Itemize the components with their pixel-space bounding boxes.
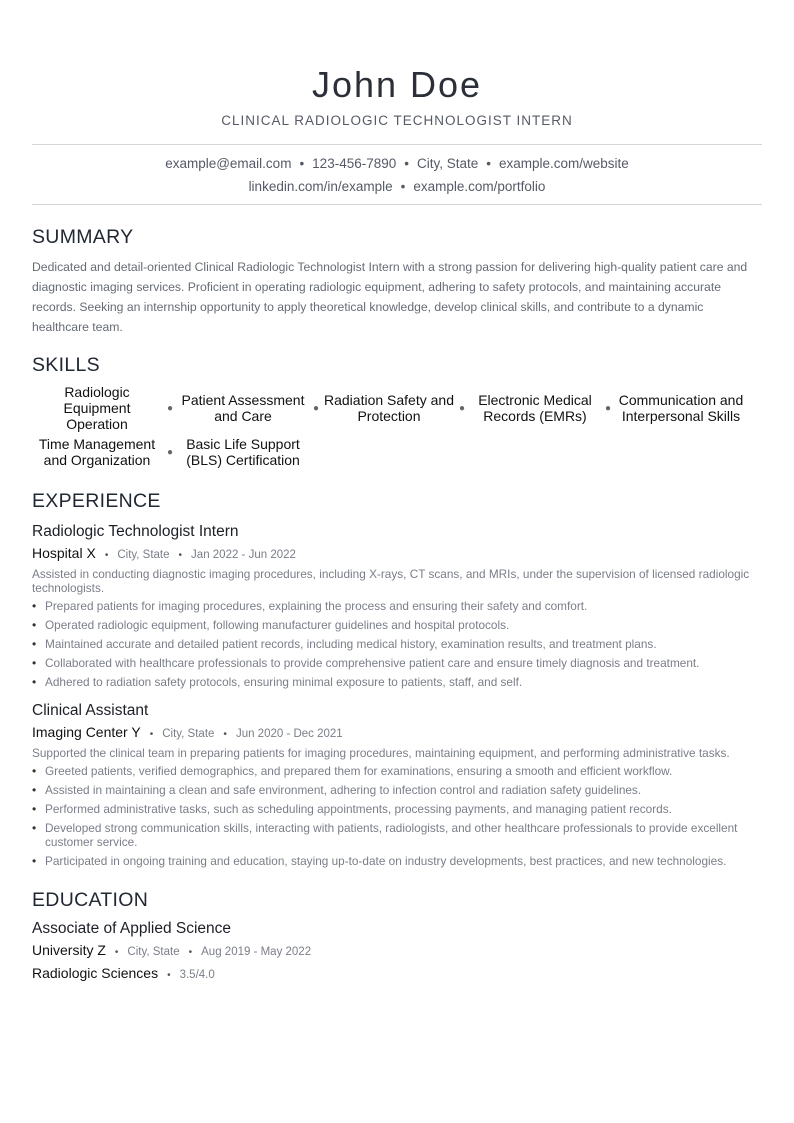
education-dates: Aug 2019 - May 2022 [201,946,312,958]
experience-heading: EXPERIENCE [32,490,161,512]
job-company: Imaging Center Y [32,724,141,740]
bullet-text: Developed strong communication skills, interacting with patients, radiologists, and other healthcare professionals to provide excellent customer service. [45,821,738,849]
meta-separator: • [223,729,227,740]
summary-section [32,226,762,337]
contact-location: City, State [416,156,479,171]
job-location: City, State [162,728,215,740]
job-dates: Jun 2020 - Dec 2021 [235,728,343,740]
contact-separator: • [404,156,409,171]
skill-item: Time Management and Organization [38,436,156,468]
bullet-text: Collaborated with healthcare professionals to provide comprehensive patient care and ensure timely diagnosis and treatment. [45,656,700,670]
summary-heading: SUMMARY [32,226,134,248]
contact-portfolio[interactable]: example.com/portfolio [413,179,546,194]
skill-separator-dot: ● [458,402,466,414]
job-meta [32,723,762,744]
contact-info [32,145,762,204]
job-title: Radiologic Technologist Intern [32,523,239,540]
list-item [32,618,762,632]
list-item [32,783,762,797]
bullet-icon: • [32,599,37,613]
candidate-title: CLINICAL RADIOLOGIC TECHNOLOGIST INTERN [221,113,573,128]
skills-grid [32,383,762,471]
skill-item: Radiologic Equipment Operation [63,384,131,432]
summary-text: Dedicated and detail-oriented Clinical Radiologic Technologist Intern with a strong passion for delivering high-quality patient care and diagnostic imaging services. Proficient in operating radiologic equipment, adhering to safety protocols, and maintaining accurate records. Seeking an internship opportunity to apply theoretical knowledge, develop clinical skills, and contribute to a dynamic healthcare team. [32,260,748,334]
job-company: Hospital X [32,545,96,561]
skill-separator-dot: ● [312,402,320,414]
contact-separator: • [400,179,406,194]
bullet-icon: • [32,656,37,670]
job-description: Assisted in conducting diagnostic imaging procedures, including X-rays, CT scans, and MRIs, under the supervision of licensed radiologic technologists. [32,567,750,595]
contact-linkedin[interactable]: linkedin.com/in/example [248,179,393,194]
major: Radiologic Sciences [32,965,159,981]
gpa: 3.5/4.0 [179,969,215,981]
bullet-text: Maintained accurate and detailed patient records, including medical history, examination results, and treatment plans. [45,637,657,651]
bullet-icon: • [32,764,37,778]
contact-separator: • [299,156,305,171]
education-section [32,889,762,985]
bullet-icon: • [32,802,37,816]
bullet-text: Prepared patients for imaging procedures, explaining the process and ensuring their safety and comfort. [45,599,588,613]
list-item [32,675,762,689]
education-meta [32,941,762,962]
bullet-text: Performed administrative tasks, such as scheduling appointments, processing payments, and managing patient records. [45,802,672,816]
education-heading: EDUCATION [32,889,149,911]
meta-separator: • [167,970,171,981]
meta-separator: • [104,550,109,561]
contact-phone[interactable]: 123-456-7890 [312,156,397,171]
skill-item: Patient Assessment and Care [181,392,305,424]
list-item [32,802,762,816]
list-item [32,821,762,849]
bullet-icon: • [32,854,37,868]
bullet-text: Assisted in maintaining a clean and safe environment, adhering to infection control and radiation safety guidelines. [45,783,642,797]
meta-separator: • [114,947,119,958]
skill-separator-dot: ● [166,446,174,458]
contact-divider [32,204,762,205]
contact-website[interactable]: example.com/website [499,156,629,171]
resume-page [32,0,762,981]
job-location: City, State [117,549,170,561]
bullet-text: Greeted patients, verified demographics, and prepared them for examinations, ensuring a smooth and efficient workflow. [45,764,673,778]
job-title: Clinical Assistant [32,702,149,719]
bullet-icon: • [32,783,37,797]
school-name: University Z [32,942,106,958]
job-bullets [32,599,762,689]
skill-item: Basic Life Support (BLS) Certification [186,436,300,468]
degree-title: Associate of Applied Science [32,920,232,937]
skills-heading: SKILLS [32,354,100,376]
list-item [32,656,762,670]
meta-separator: • [188,947,193,958]
list-item [32,637,762,651]
job-entry [32,522,762,689]
job-bullets [32,764,762,868]
list-item [32,764,762,778]
education-major-line [32,964,762,985]
school-location: City, State [127,946,180,958]
job-dates: Jan 2022 - Jun 2022 [191,549,296,561]
skill-item: Electronic Medical Records (EMRs) [478,392,592,424]
experience-section [32,490,762,873]
list-item [32,599,762,613]
skill-separator-dot: ● [166,402,174,414]
contact-email[interactable]: example@email.com [165,156,292,171]
bullet-icon: • [32,675,37,689]
skill-item: Radiation Safety and Protection [324,392,454,424]
meta-separator: • [149,729,154,740]
skill-separator-dot: ● [604,402,612,414]
contact-separator: • [486,156,491,171]
bullet-icon: • [32,821,37,835]
bullet-icon: • [32,637,37,651]
job-entry [32,701,762,868]
bullet-icon: • [32,618,37,632]
skill-item: Communication and Interpersonal Skills [618,392,744,424]
education-entry [32,919,762,985]
bullet-text: Participated in ongoing training and education, staying up-to-date on industry developments, best practices, and new technologies. [45,854,727,868]
job-description: Supported the clinical team in preparing patients for imaging procedures, maintaining equipment, and performing administrative tasks. [32,746,730,760]
job-meta [32,544,762,565]
skills-section [32,354,762,471]
bullet-text: Operated radiologic equipment, following manufacturer guidelines and hospital protocols. [45,618,510,632]
meta-separator: • [178,550,183,561]
list-item [32,854,762,868]
candidate-name: John Doe [311,64,483,105]
bullet-text: Adhered to radiation safety protocols, ensuring minimal exposure to patients, staff, and self. [45,675,523,689]
